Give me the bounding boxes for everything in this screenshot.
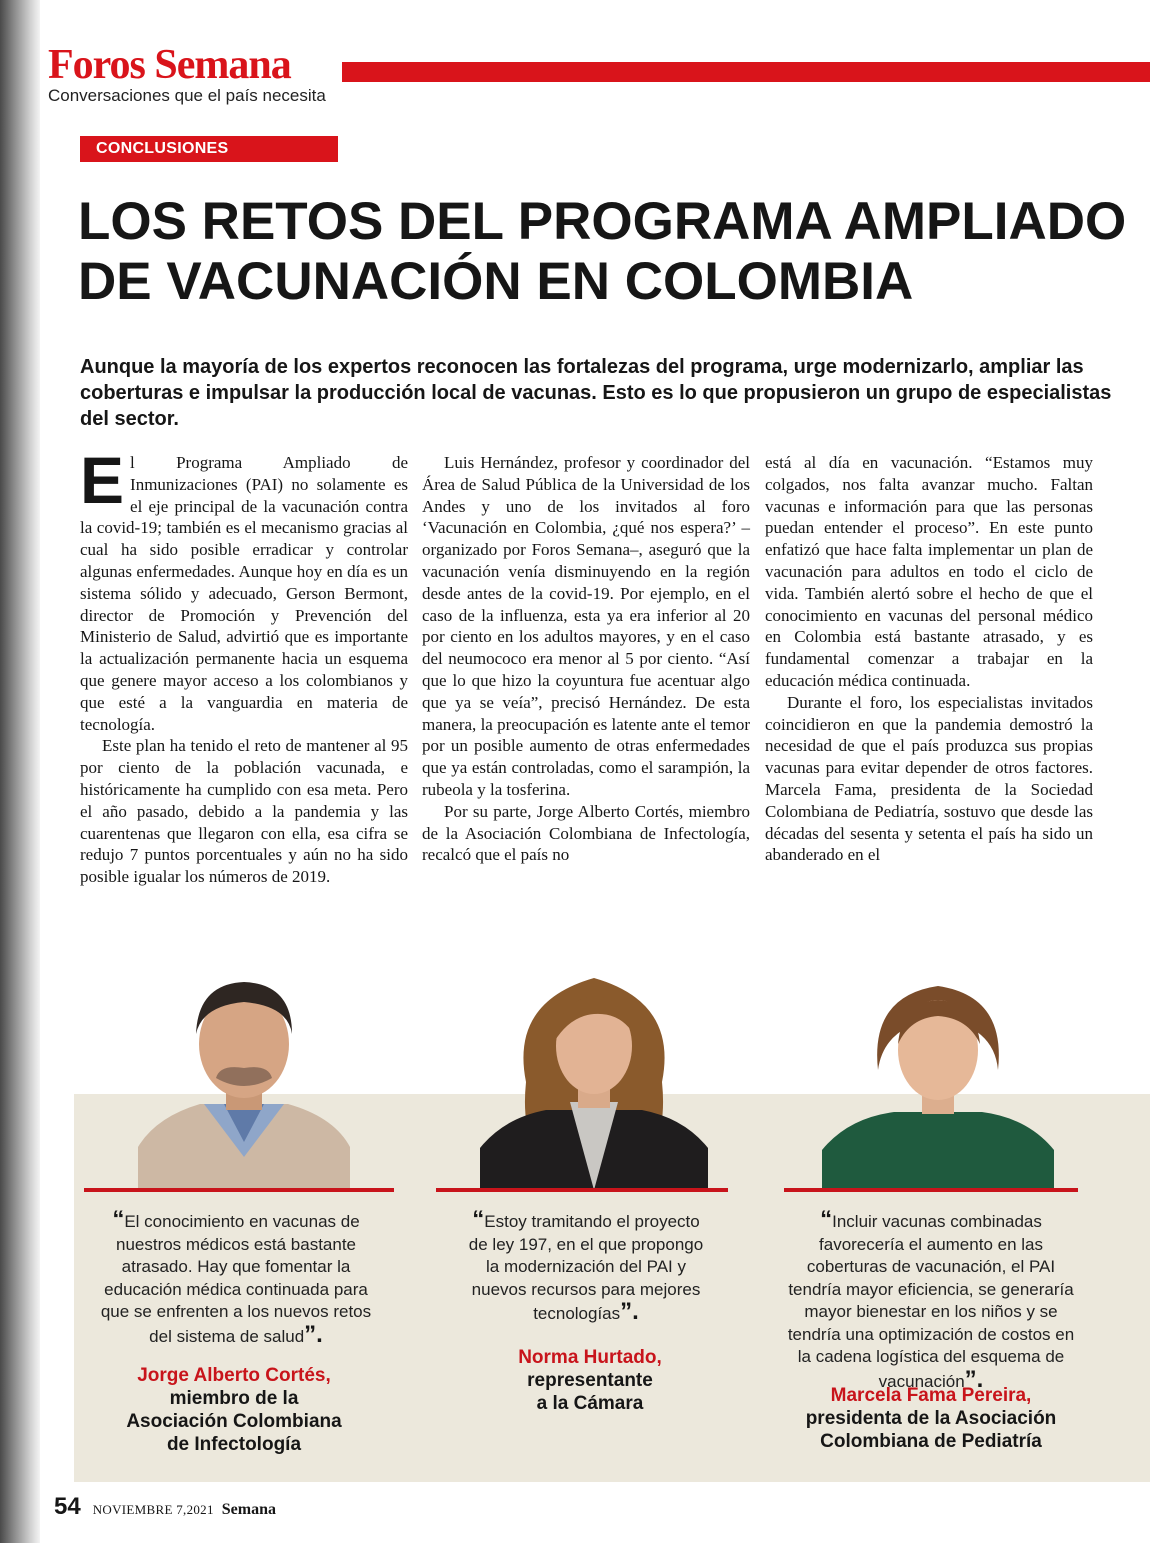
- body-paragraph: Este plan ha tenido el reto de mantener al 95 por ciento de la población vacunada, e históricamente ha cumplido con esa meta. Pero el año pasado, debido a la pandemia y las cuarentenas que llegaron con ella, esa cifra se redujo 7 puntos porcentuales y aún no ha sido posible igualar los números de 2019.: [80, 736, 408, 887]
- quote-divider: [436, 1188, 728, 1192]
- body-paragraph: Luis Hernández, profesor y coordinador del Área de Salud Pública de la Universidad de los Andes y uno de los invitados al foro ‘Vacunación en Colombia, ¿qué nos espera?’ –organizado por Foros Semana–, aseguró que la vacunación venía disminuyendo en la región desde antes de la covid-19. Por ejemplo, en el caso de la influenza, esta ya era inferior al 20 por ciento en los adultos mayores, y en el caso del neumococo era menor al 5 por ciento. “Así que lo que hizo la coyuntura fue acentuar algo que ya se veía”, precisó Hernández. De esta manera, la preocupación es latente ante el temor por un posible aumento de otras enfermedades que ya están controladas, como el sarampión, la rubeola y la tosferina.: [422, 453, 750, 799]
- quote-text: Estoy tramitando el proyecto de ley 197, en el que propongo la modernización del PAI y nuevos recursos para mejores tecnologías: [468, 1212, 704, 1323]
- body-column-1: [80, 443, 408, 888]
- section-tag: CONCLUSIONES: [80, 136, 338, 162]
- quote-credit: [460, 1346, 720, 1415]
- quote-text: Incluir vacunas combinadas favorecería el aumento en las coberturas de vacunación, el PAI tendría mayor eficiencia, se generaría mayor bienestar en los niños y se tendría una optimización de costos en la cadena logística del esquema de vacunación: [787, 1212, 1075, 1391]
- magazine-name: Semana: [221, 1501, 277, 1518]
- page-number: 54: [54, 1493, 81, 1520]
- quote-divider: [784, 1188, 1078, 1192]
- header-red-bar: [342, 62, 1150, 82]
- portrait-photo-man: [138, 972, 350, 1190]
- body-column-2: [422, 452, 750, 866]
- open-quote-mark: “: [112, 1206, 125, 1233]
- speaker-name: Jorge Alberto Cortés,: [137, 1365, 331, 1386]
- headline: LOS RETOS DEL PROGRAMA AMPLIADO DE VACUNACIÓN EN COLOMBIA: [78, 192, 1127, 311]
- close-quote-mark: ”.: [964, 1365, 984, 1393]
- close-quote-mark: ”.: [620, 1298, 639, 1325]
- pull-quote: [786, 1206, 1076, 1393]
- lead-paragraph: Aunque la mayoría de los expertos reconocen las fortalezas del programa, urge modernizarlo, ampliar las coberturas e impulsar la producción local de vacunas. Esto es lo que propusieron un grupo de especialistas del sector.: [80, 356, 1112, 430]
- speaker-role: presidenta de la Asociación Colombiana de Pediatría: [805, 1408, 1057, 1452]
- speaker-role: miembro de la Asociación Colombiana de Infectología: [126, 1388, 342, 1455]
- speaker-name: Norma Hurtado,: [518, 1347, 662, 1368]
- open-quote-mark: “: [820, 1206, 833, 1233]
- drop-cap: E: [80, 443, 125, 517]
- open-quote-mark: “: [472, 1206, 485, 1233]
- speaker-name: Marcela Fama Pereira,: [830, 1385, 1032, 1406]
- body-paragraph: [80, 443, 408, 735]
- pull-quote: [462, 1206, 710, 1326]
- body-paragraph-text: l Programa Ampliado de Inmunizaciones (PAI) no solamente es el eje principal de la vacunación contra la covid-19; también es el mecanismo gracias al cual ha sido posible erradicar y controlar algunas enfermedades. Aunque hoy en día es un sistema sólido y adecuado, Gerson Bermont, director de Promoción y Prevención del Ministerio de Salud, advirtió que es importante la actualización permanente hacia un esquema que genere mayor acceso a los colombianos y que esté a la vanguardia en materia de tecnología.: [80, 453, 408, 734]
- brand-block: [48, 40, 326, 106]
- portrait-photo-woman-2: [822, 966, 1054, 1190]
- brand-tagline: Conversaciones que el país necesita: [48, 86, 326, 105]
- quote-divider: [84, 1188, 394, 1192]
- speaker-role: representante a la Cámara: [527, 1370, 653, 1414]
- body-paragraph: Durante el foro, los especialistas invitados coincidieron en que la pandemia demostró la necesidad de que el país produzca sus propias vacunas para evitar depender de otros factores. Marcela Fama, presidenta de la Sociedad Colombiana de Pediatría, sostuvo que desde las décadas del sesenta y setenta el país ha sido un abanderado en el: [765, 692, 1093, 865]
- quote-credit: [776, 1384, 1086, 1453]
- body-column-3: [765, 452, 1093, 866]
- issue-date: NOVIEMBRE 7,2021: [92, 1502, 214, 1517]
- body-paragraph: está al día en vacunación. “Estamos muy colgados, nos falta avanzar mucho. Faltan vacunas e información para que las personas puedan entender el proceso”. En este punto enfatizó que hace falta implementar un plan de vacunación para adultos en todo el ciclo de vida. También alertó sobre el hecho de que el conocimiento en vacunas del personal médico en Colombia está bastante atrasado, y es fundamental comenzar a trabajar en la educación médica continuada.: [765, 453, 1093, 690]
- close-quote-mark: ”.: [304, 1320, 323, 1348]
- pull-quote: [100, 1206, 372, 1348]
- body-paragraph: Por su parte, Jorge Alberto Cortés, miembro de la Asociación Colombiana de Infectología, recalcó que el país no: [422, 801, 750, 865]
- portrait-photo-woman-1: [480, 962, 708, 1190]
- quote-text: El conocimiento en vacunas de nuestros médicos está bastante atrasado. Hay que fomentar la educación médica continuada para que se enfrenten a los nuevos retos del sistema de salud: [100, 1212, 372, 1346]
- page-footer: [54, 1493, 276, 1521]
- page-spine-shadow: [0, 0, 40, 1543]
- brand-logo: Foros Semana: [48, 42, 291, 88]
- quote-credit: [84, 1364, 384, 1456]
